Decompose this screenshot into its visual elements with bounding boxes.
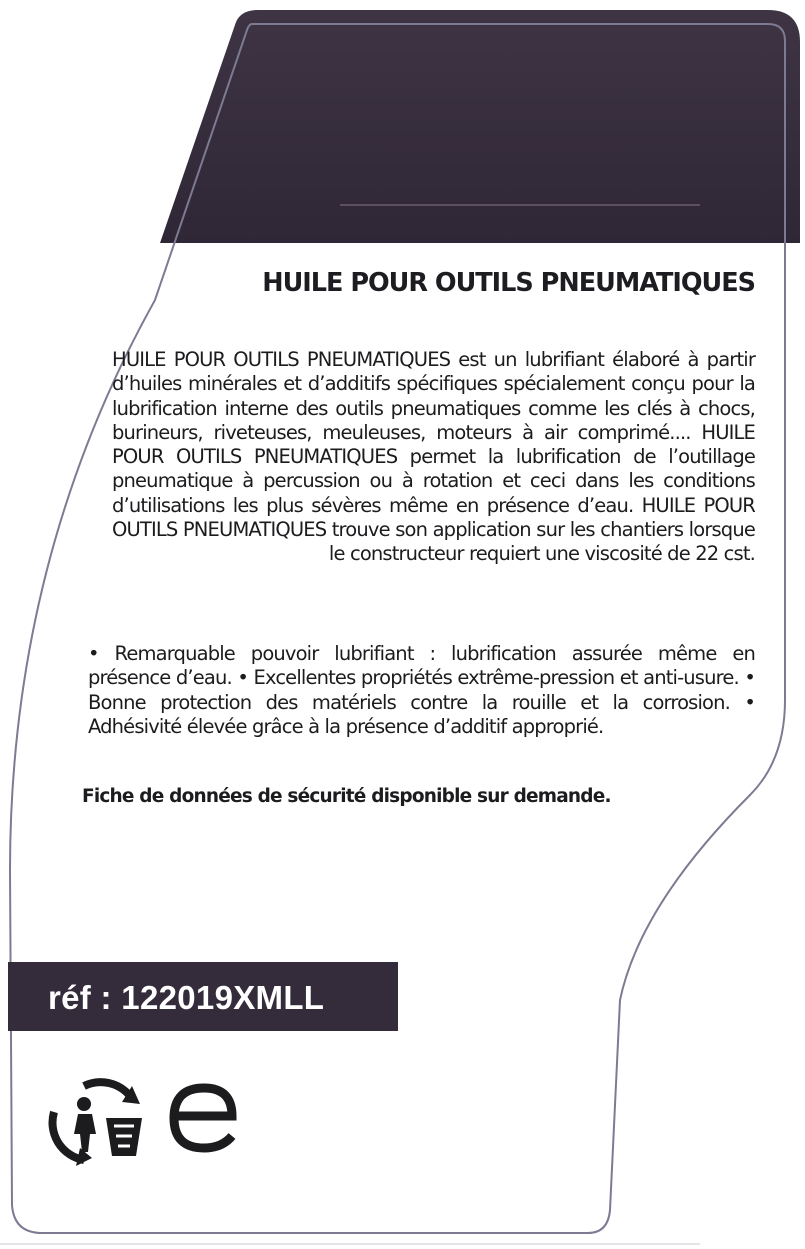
safety-sheet-note: Fiche de données de sécurité disponible sur demande. [82,786,611,807]
product-features: • Remarquable pouvoir lubrifiant : lubrification assurée même en présence d’eau. • Excellentes propriétés extrême-pression et anti-usure. • Bonne protection des matériels contre la rouille et la corrosion. • Adhésivité élevée grâce à la présence d’additif approprié. [88,642,755,738]
product-title: HUILE POUR OUTILS PNEUMATIQUES [262,268,755,298]
reference-code: réf : 122019XMLL [48,979,325,1016]
header-band [160,10,800,243]
product-description: HUILE POUR OUTILS PNEUMATIQUES est un lubrifiant élaboré à partir d’huiles minérales et d’additifs spécifiques spécialement conçu pour la lubrification interne des outils pneumatiques comme les clés à chocs, burineurs, riveteuses, meuleuses, moteurs à air comprimé.... HUILE POUR OUTILS PNEUMATIQUES permet la lubrification de l’outillage pneumatique à percussion ou à rotation et ceci dans les conditions d’utilisations les plus sévères même en présence d’eau. HUILE POUR OUTILS PNEUMATIQUES trouve son application sur les chantiers lorsque le constructeur requiert une viscosité de 22 cst. [112,348,755,566]
triman-icon [44,1074,152,1168]
estimated-e-icon [164,1076,244,1156]
